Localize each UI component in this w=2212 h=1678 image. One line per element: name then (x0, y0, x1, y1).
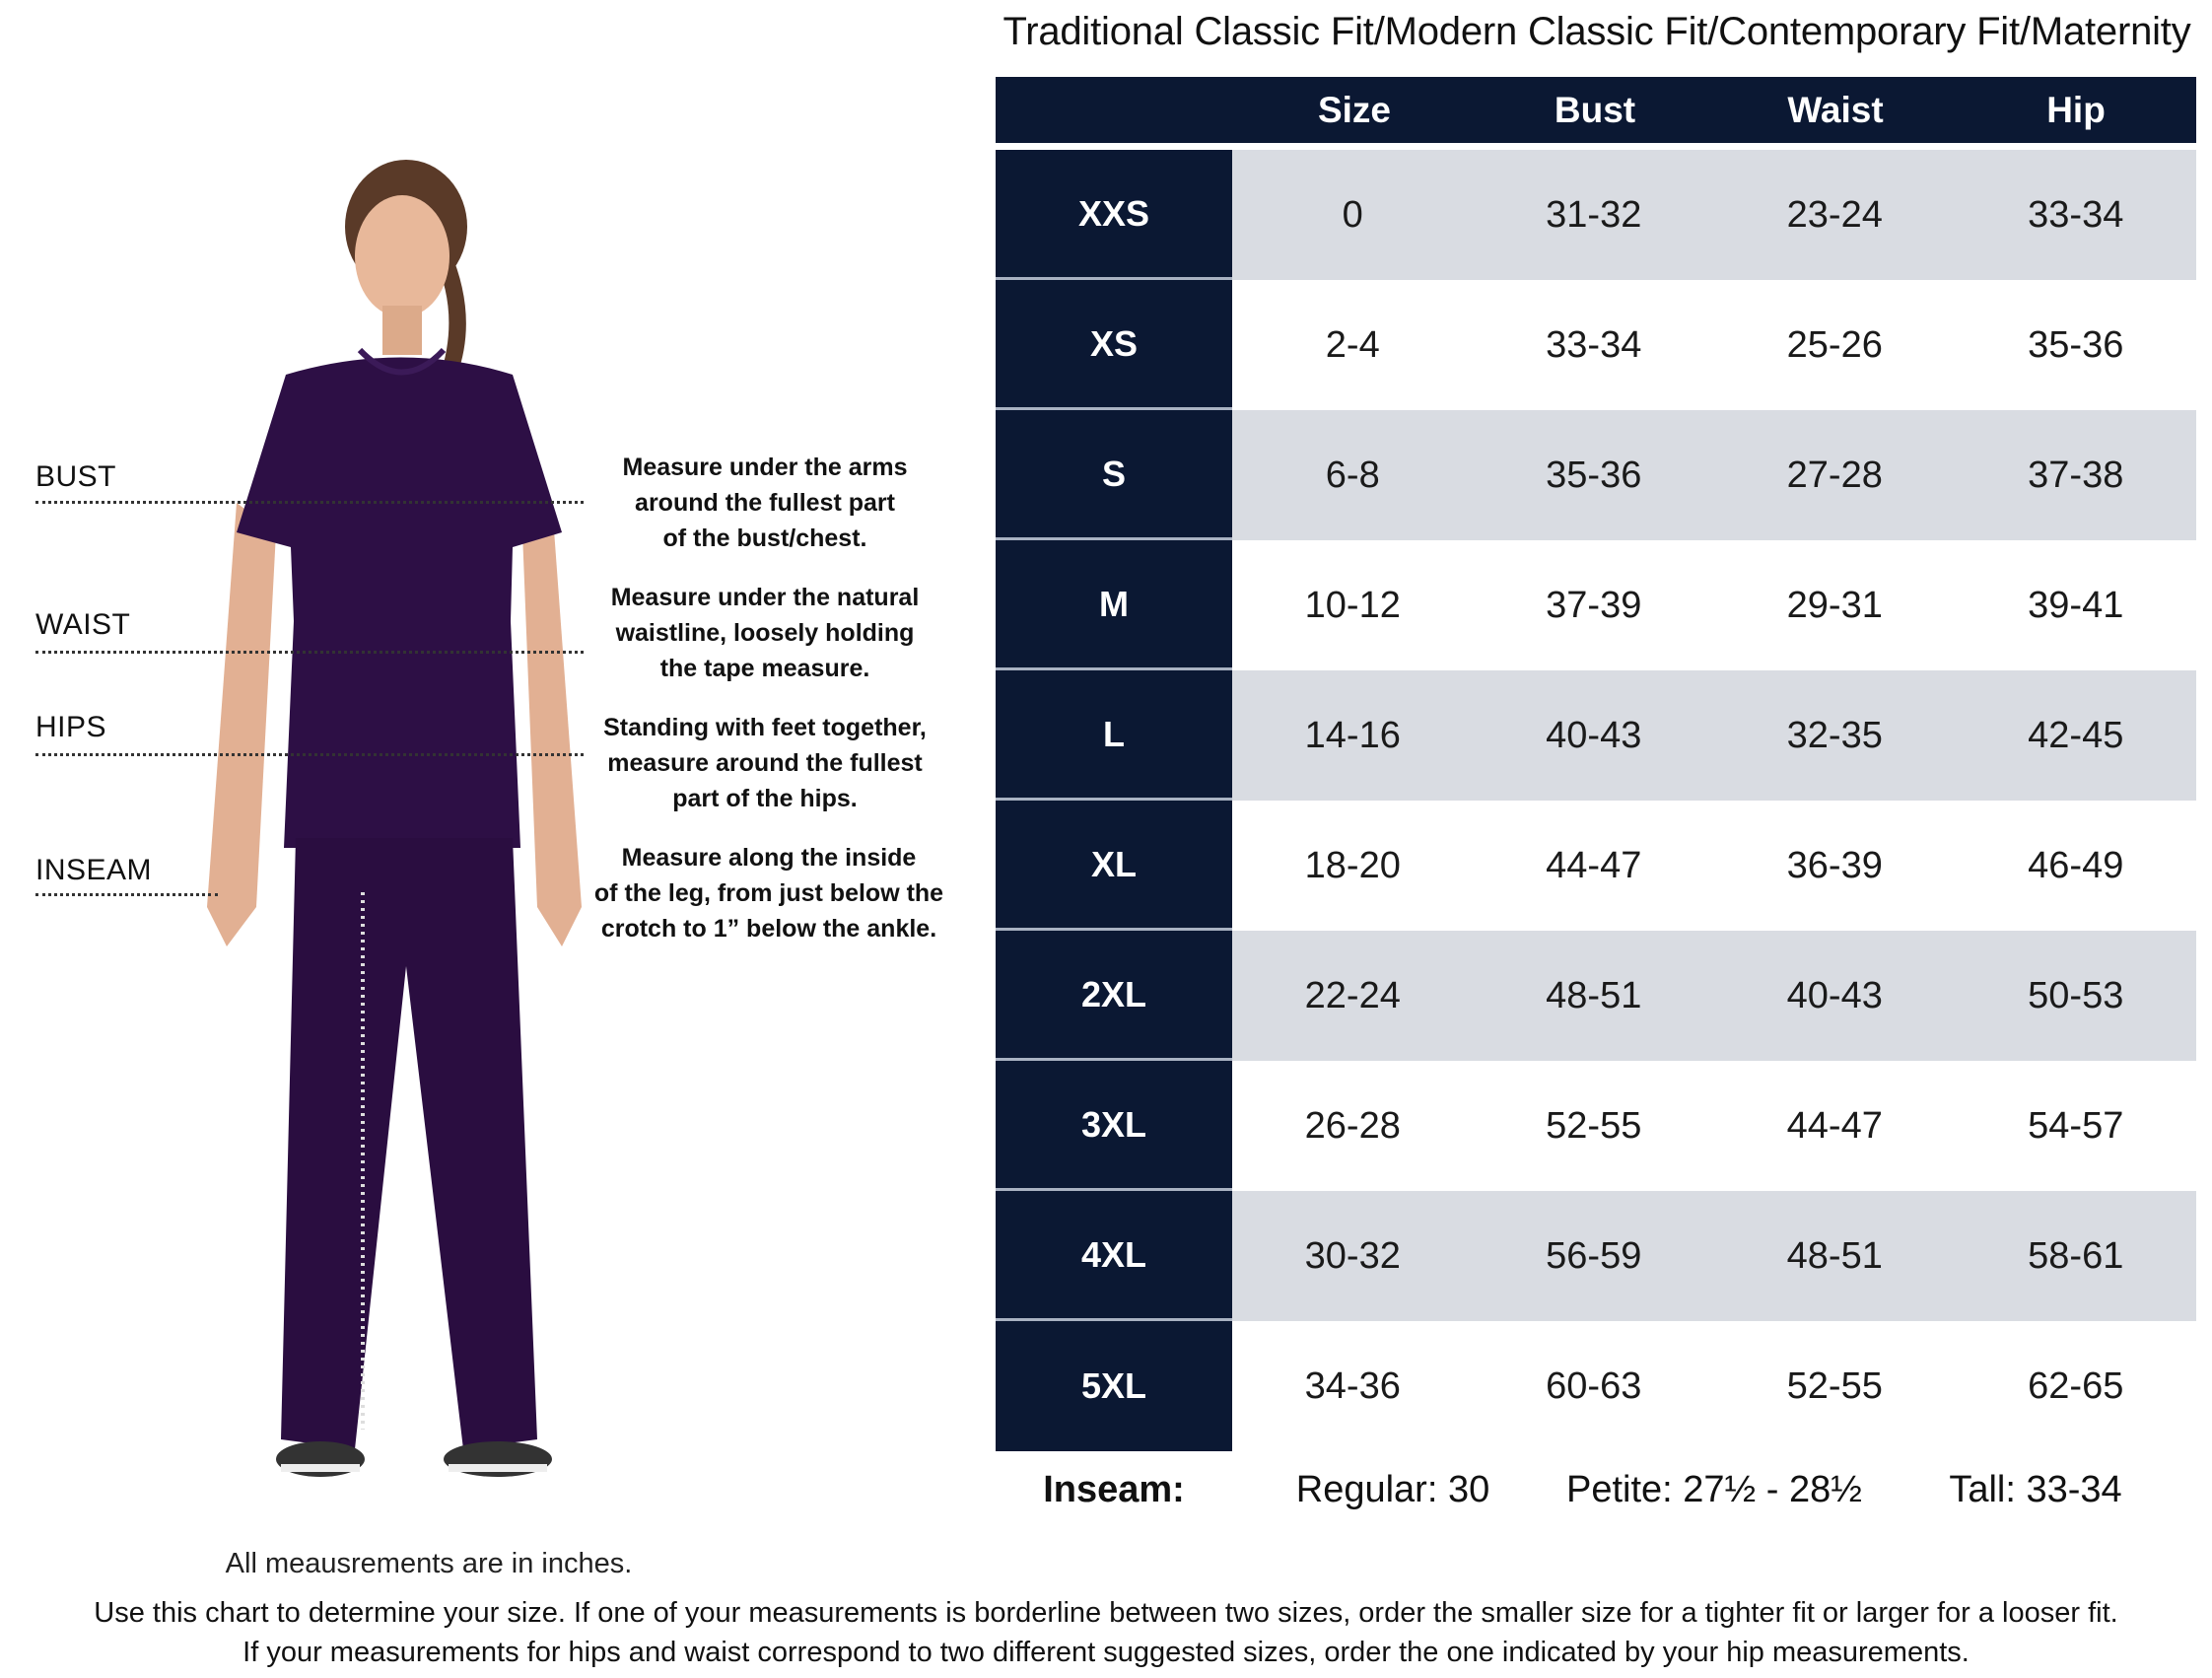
inseam-regular: Regular: 30 (1295, 1469, 1490, 1510)
table-row (996, 540, 2196, 670)
row-size-label: XS (996, 280, 1232, 410)
cell-waist: 36-39 (1786, 844, 1883, 886)
row-size-label: M (996, 540, 1232, 670)
cell-hip: 42-45 (2028, 714, 2124, 756)
cell-waist: 48-51 (1786, 1234, 1883, 1277)
table-row (996, 150, 2196, 280)
cell-waist: 40-43 (1786, 974, 1883, 1016)
model-figure-image (148, 158, 621, 1538)
cell-size: 22-24 (1304, 974, 1401, 1016)
cell-bust: 48-51 (1546, 974, 1642, 1016)
row-size-label: XXS (996, 150, 1232, 280)
label-inseam: INSEAM (35, 854, 153, 886)
label-bust: BUST (35, 460, 117, 493)
header-waist: Waist (1787, 89, 1884, 130)
units-note: All meausrements are in inches. (225, 1548, 633, 1579)
inseam-tall: Tall: 33-34 (1949, 1469, 2122, 1510)
cell-size: 6-8 (1325, 454, 1380, 496)
table-row (996, 801, 2196, 931)
table-row (996, 410, 2196, 540)
table-row (996, 931, 2196, 1061)
cell-waist: 27-28 (1786, 454, 1883, 496)
instruction-bust: Measure under the arms around the fullest part of the bust/chest. (622, 454, 908, 552)
inseam-dotted-line (35, 893, 218, 896)
cell-hip: 35-36 (2028, 323, 2124, 366)
cell-bust: 31-32 (1546, 193, 1642, 236)
cell-size: 14-16 (1304, 714, 1401, 756)
row-size-label: 2XL (996, 931, 1232, 1061)
cell-hip: 58-61 (2028, 1234, 2124, 1277)
cell-hip: 46-49 (2028, 844, 2124, 886)
cell-hip: 62-65 (2028, 1364, 2124, 1407)
row-size-label: 5XL (996, 1321, 1232, 1451)
cell-size: 34-36 (1304, 1364, 1401, 1407)
table-header (996, 77, 2196, 143)
cell-waist: 23-24 (1786, 193, 1883, 236)
cell-size: 26-28 (1304, 1104, 1401, 1147)
row-size-label: 4XL (996, 1191, 1232, 1321)
chart-title: Traditional Classic Fit/Modern Classic Fit/Contemporary Fit/Maternity (1002, 10, 2191, 53)
cell-hip: 37-38 (2028, 454, 2124, 496)
cell-bust: 52-55 (1546, 1104, 1642, 1147)
cell-size: 30-32 (1304, 1234, 1401, 1277)
hips-dotted-line (35, 753, 584, 756)
cell-bust: 60-63 (1546, 1364, 1642, 1407)
cell-bust: 33-34 (1546, 323, 1642, 366)
label-waist: WAIST (35, 608, 131, 641)
cell-waist: 25-26 (1786, 323, 1883, 366)
size-table (996, 77, 2196, 1451)
cell-size: 2-4 (1325, 323, 1380, 366)
table-row (996, 1321, 2196, 1451)
instruction-inseam: Measure along the inside of the leg, from just below the crotch to 1” below the ankle. (593, 844, 944, 943)
cell-waist: 29-31 (1786, 584, 1883, 626)
cell-hip: 39-41 (2028, 584, 2124, 626)
cell-waist: 32-35 (1786, 714, 1883, 756)
row-size-label: 3XL (996, 1061, 1232, 1191)
cell-size: 0 (1342, 193, 1363, 236)
cell-waist: 52-55 (1786, 1364, 1883, 1407)
table-row (996, 670, 2196, 801)
cell-bust: 37-39 (1546, 584, 1642, 626)
row-size-label: S (996, 410, 1232, 540)
cell-bust: 44-47 (1546, 844, 1642, 886)
inseam-label: Inseam: (1043, 1469, 1185, 1510)
footer-note-2: If your measurements for hips and waist correspond to two different suggested sizes, order the one indicated by your hip measurements. (242, 1637, 1970, 1668)
label-hips: HIPS (35, 711, 107, 743)
cell-hip: 54-57 (2028, 1104, 2124, 1147)
header-bust: Bust (1554, 89, 1636, 130)
table-body (996, 150, 2196, 1451)
cell-bust: 56-59 (1546, 1234, 1642, 1277)
inseam-petite: Petite: 27½ - 28½ (1566, 1469, 1862, 1510)
cell-size: 18-20 (1304, 844, 1401, 886)
header-hip: Hip (2046, 89, 2106, 130)
header-size: Size (1317, 89, 1392, 130)
cell-bust: 35-36 (1546, 454, 1642, 496)
instruction-hips: Standing with feet together, measure around the fullest part of the hips. (603, 714, 927, 812)
cell-hip: 50-53 (2028, 974, 2124, 1016)
bust-dotted-line (35, 501, 584, 504)
row-size-label: XL (996, 801, 1232, 931)
cell-bust: 40-43 (1546, 714, 1642, 756)
waist-dotted-line (35, 651, 584, 654)
table-row (996, 280, 2196, 410)
row-size-label: L (996, 670, 1232, 801)
footer-note-1: Use this chart to determine your size. If one of your measurements is borderline between two sizes, order the smaller size for a tighter fit or larger for a looser fit. (94, 1597, 2118, 1629)
instruction-waist: Measure under the natural waistline, loosely holding the tape measure. (610, 584, 920, 682)
cell-hip: 33-34 (2028, 193, 2124, 236)
inseam-row (996, 1469, 2196, 1511)
table-row (996, 1061, 2196, 1191)
cell-size: 10-12 (1304, 584, 1401, 626)
cell-waist: 44-47 (1786, 1104, 1883, 1147)
table-row (996, 1191, 2196, 1321)
